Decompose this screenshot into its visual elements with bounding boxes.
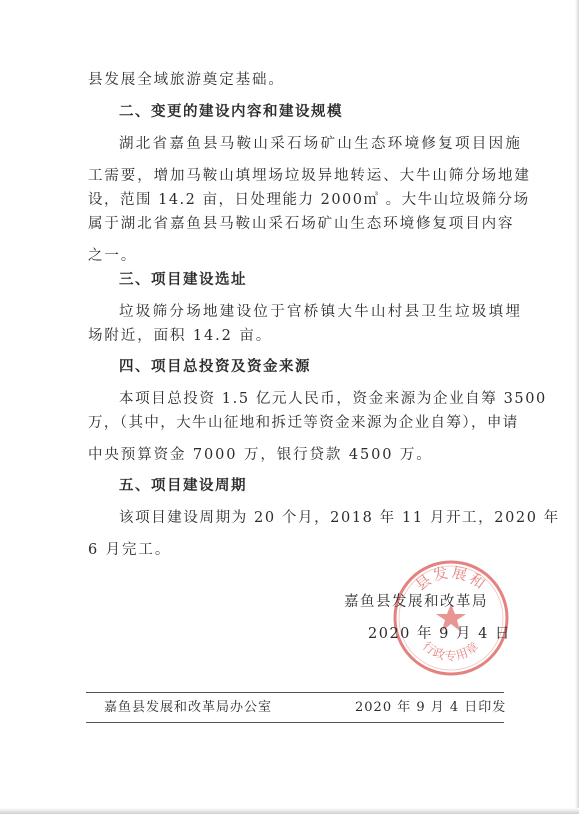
section-heading-change: 二、变更的建设内容和建设规模 — [119, 104, 343, 120]
official-seal-icon — [389, 556, 513, 680]
paragraph-line: 县发展全域旅游奠定基础。 — [88, 72, 285, 88]
footer-office: 嘉鱼县发展和改革局办公室 — [104, 700, 273, 715]
paragraph-line: 该项目建设周期为 20 个月，2018 年 11 月开工，2020 年 — [119, 510, 560, 526]
section-heading-period: 五、项目建设周期 — [119, 478, 247, 494]
paragraph-line: 属于湖北省嘉鱼县马鞍山采石场矿山生态环境修复项目内容 — [88, 216, 515, 232]
page-edge-right — [575, 0, 579, 814]
paragraph-line: 6 月完工。 — [88, 542, 172, 558]
signature-organization: 嘉鱼县发展和改革局 — [344, 594, 488, 610]
paragraph-line: 工需要，增加马鞍山填埋场垃圾异地转运、大牛山筛分场地建 — [88, 168, 531, 184]
paragraph-line: 垃圾筛分场地建设位于官桥镇大牛山村县卫生垃圾填埋 — [119, 304, 523, 320]
paragraph-line: 万，（其中，大牛山征地和拆迁等资金来源为企业自筹），申请 — [88, 415, 519, 431]
paragraph-line: 湖北省嘉鱼县马鞍山采石场矿山生态环境修复项目因施 — [119, 136, 523, 152]
footer-rule-bottom — [86, 722, 504, 723]
paragraph-line: 之一。 — [88, 248, 138, 264]
footer-print-date: 2020 年 9 月 4 日印发 — [355, 700, 507, 715]
footer-rule-top — [86, 692, 504, 693]
paragraph-line: 设，范围 14.2 亩，日处理能力 2000㎥ 。大牛山垃圾筛分场 — [88, 192, 530, 208]
seal-top-text: 县发展和 — [411, 563, 491, 595]
signature-date: 2020 年 9 月 4 日 — [368, 626, 511, 642]
paragraph-line: 中央预算资金 7000 万，银行贷款 4500 万。 — [88, 447, 433, 463]
seal-bottom-text: 行政专用章 — [419, 638, 483, 663]
paragraph-line: 本项目总投资 1.5 亿元人民币，资金来源为企业自筹 3500 — [119, 391, 547, 407]
section-heading-location: 三、项目建设选址 — [119, 272, 247, 288]
section-heading-investment: 四、项目总投资及资金来源 — [119, 359, 311, 375]
paragraph-line: 场附近，面积 14.2 亩。 — [88, 328, 273, 344]
page-edge-bottom — [0, 808, 579, 814]
